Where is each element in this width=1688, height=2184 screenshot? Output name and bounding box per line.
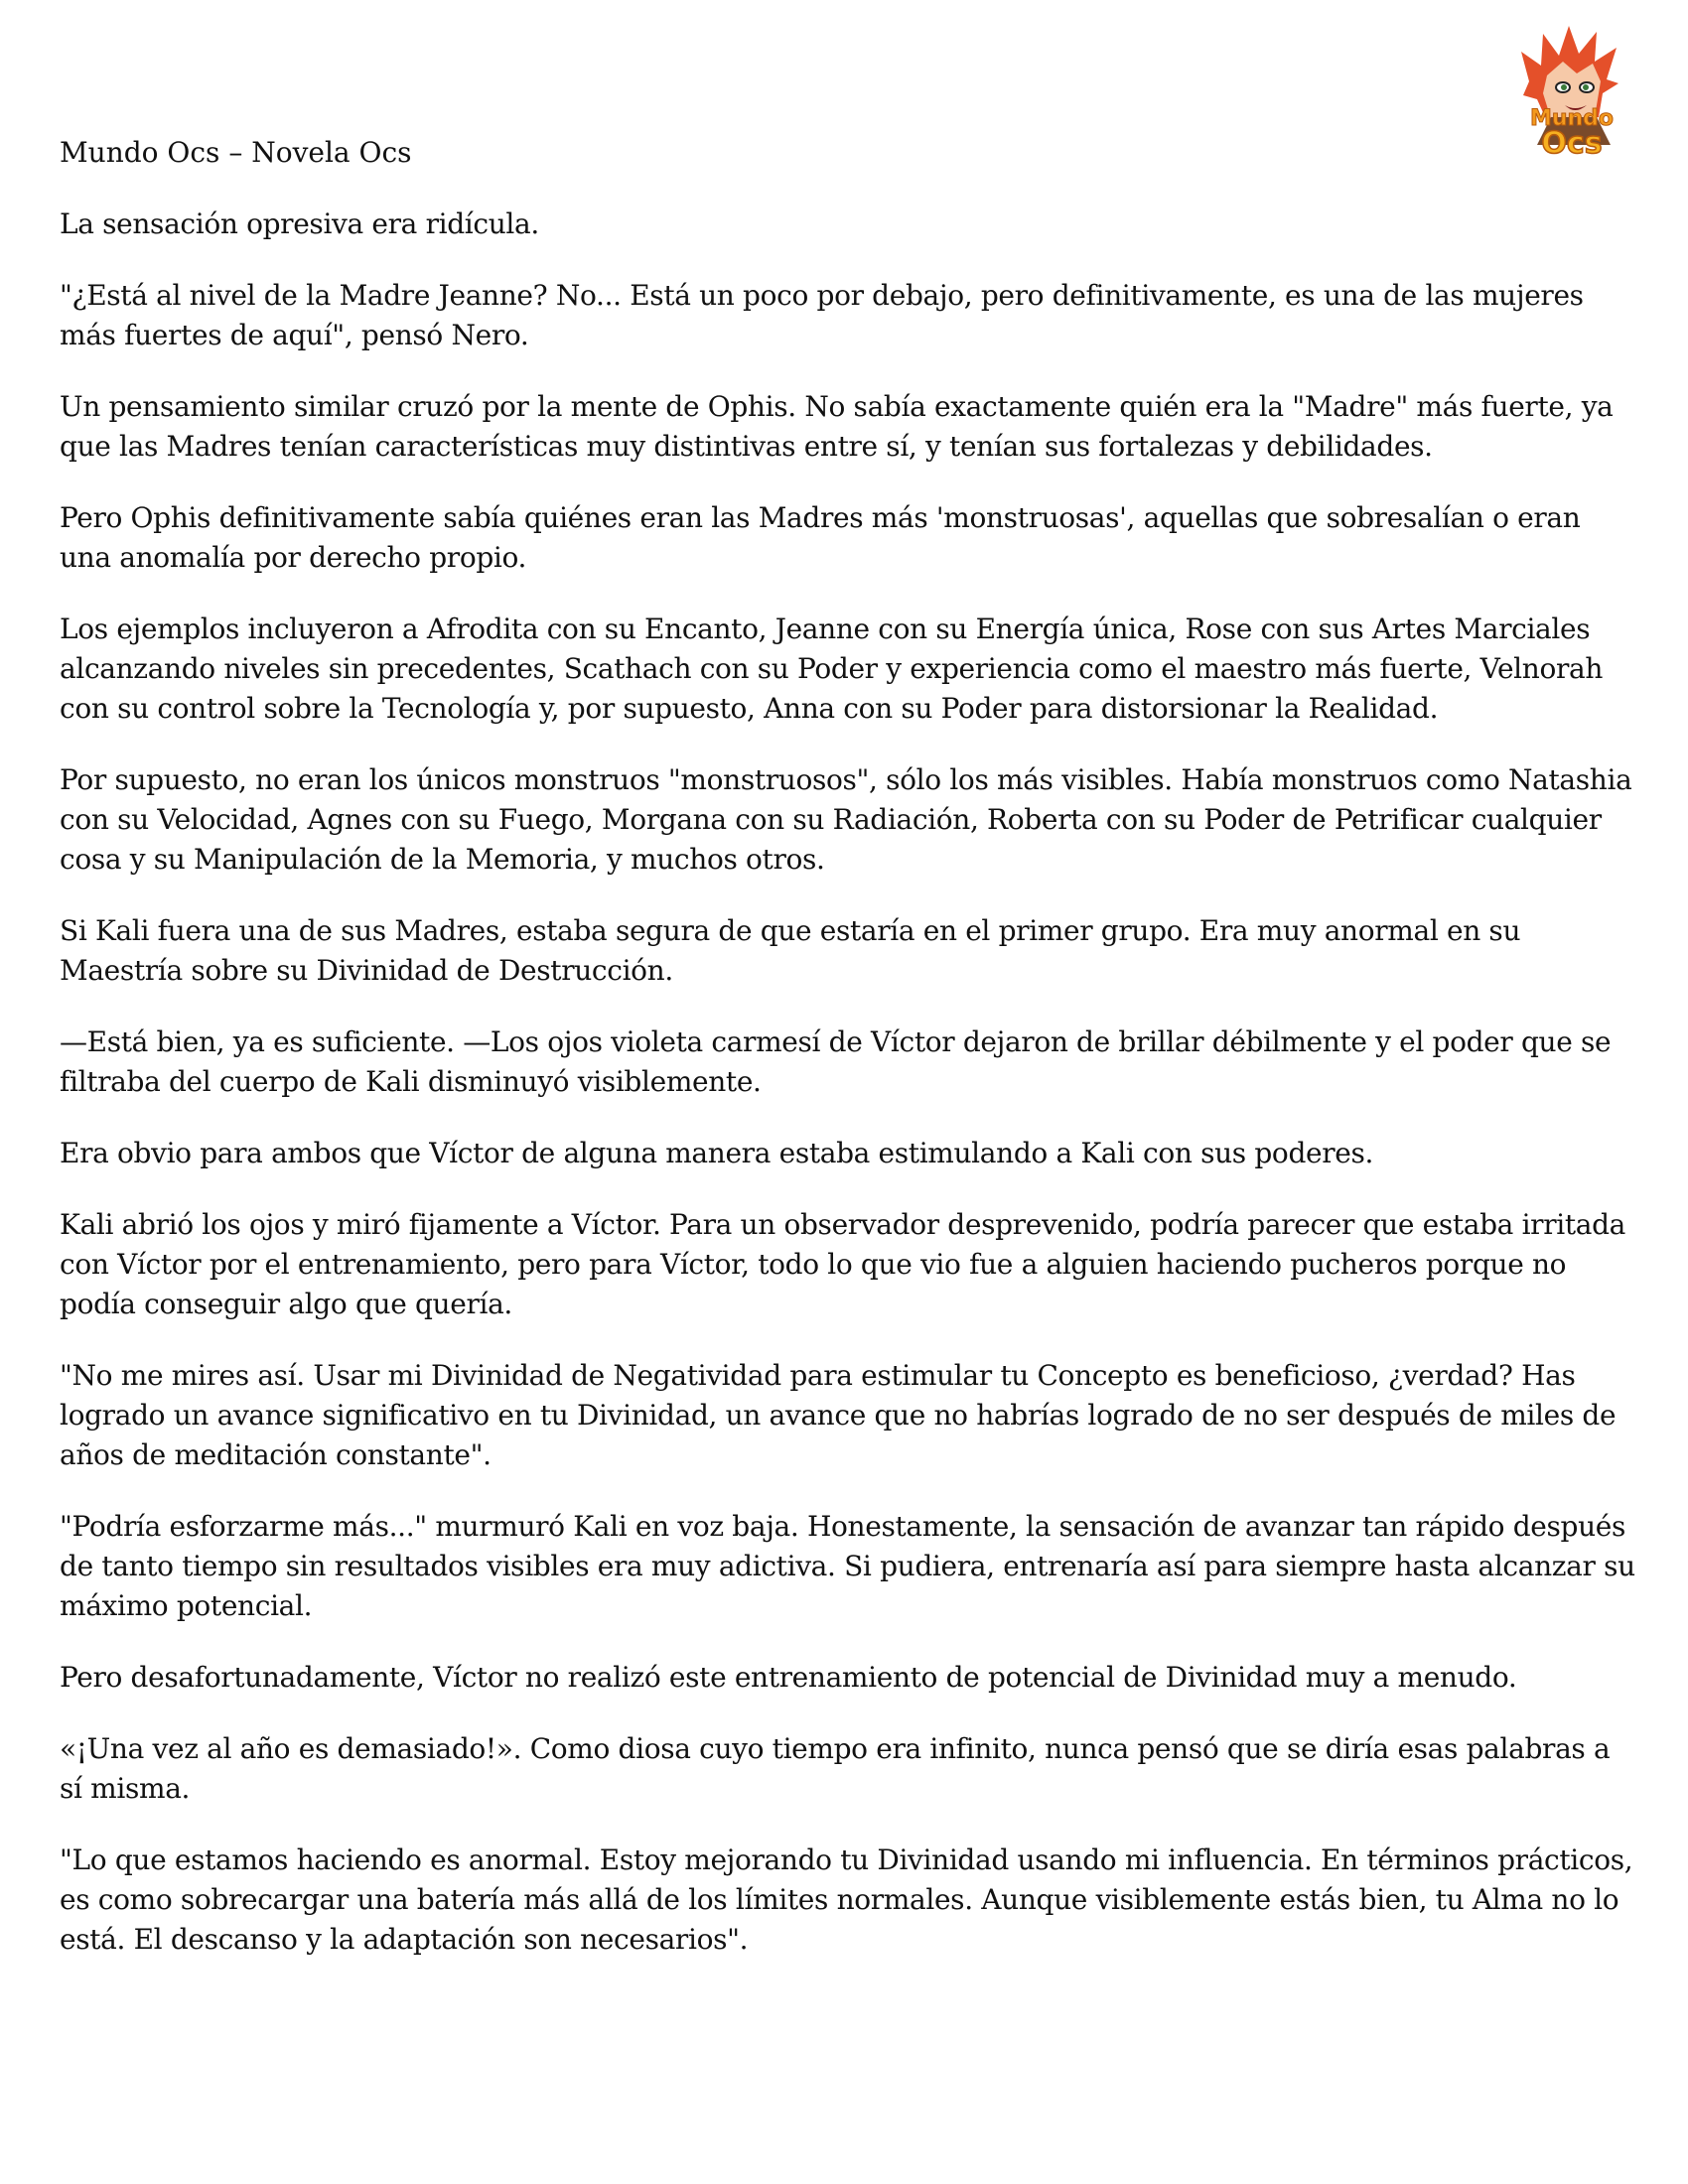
document-header: Mundo Ocs – Novela Ocs: [60, 136, 412, 169]
paragraph: Pero Ophis definitivamente sabía quiénes eran las Madres más 'monstruosas', aquellas que sobresalían o eran una anomalía por derecho propio.: [60, 501, 1581, 574]
paragraph: "Lo que estamos haciendo es anormal. Estoy mejorando tu Divinidad usando mi influencia. En términos prácticos, es como sobrecargar una batería más allá de los límites normales. Aunque visiblemente estás bien, tu Alma no lo está. El descanso y la adaptación son necesarios".: [60, 1843, 1633, 1956]
paragraph: "No me mires así. Usar mi Divinidad de Negatividad para estimular tu Concepto es beneficioso, ¿verdad? Has logrado un avance significativo en tu Divinidad, un avance que no habrías logrado de no ser después de miles de años de meditación constante".: [60, 1359, 1617, 1471]
paragraph: Por supuesto, no eran los únicos monstruos "monstruosos", sólo los más visibles. Había monstruos como Natashia con su Velocidad, Agnes con su Fuego, Morgana con su Radiación, Roberta con su Poder de Petrificar cualquier cosa y su Manipulación de la Memoria, y muchos otros.: [60, 763, 1632, 876]
paragraph: Los ejemplos incluyeron a Afrodita con su Encanto, Jeanne con su Energía única, Rose con sus Artes Marciales alcanzando niveles sin precedentes, Scathach con su Poder y experiencia como el maestro más fuerte, Velnorah con su control sobre la Tecnología y, por supuesto, Anna con su Poder para distorsionar la Realidad.: [60, 613, 1604, 725]
paragraph: Si Kali fuera una de sus Madres, estaba segura de que estaría en el primer grupo. Era muy anormal en su Maestría sobre su Divinidad de Destrucción.: [60, 914, 1521, 987]
paragraph: Kali abrió los ojos y miró fijamente a Víctor. Para un observador desprevenido, podría parecer que estaba irritada con Víctor por el entrenamiento, pero para Víctor, todo lo que vio fue a alguien haciendo pucheros porque no podía conseguir algo que quería.: [60, 1208, 1626, 1320]
paragraph-list: [60, 205, 1638, 1960]
paragraph: «¡Una vez al año es demasiado!». Como diosa cuyo tiempo era infinito, nunca pensó que se diría esas palabras a sí misma.: [60, 1732, 1611, 1805]
svg-text:Ocs: Ocs: [1541, 126, 1603, 161]
document-body: [60, 133, 1638, 1991]
paragraph: Un pensamiento similar cruzó por la mente de Ophis. No sabía exactamente quién era la "Madre" más fuerte, ya que las Madres tenían características muy distintivas entre sí, y tenían sus fortalezas y debilidades.: [60, 390, 1614, 463]
paragraph: —Está bien, ya es suficiente. —Los ojos violeta carmesí de Víctor dejaron de brillar débilmente y el poder que se filtraba del cuerpo de Kali disminuyó visiblemente.: [60, 1025, 1612, 1098]
paragraph: Pero desafortunadamente, Víctor no realizó este entrenamiento de potencial de Divinidad muy a menudo.: [60, 1661, 1517, 1694]
paragraph: "¿Está al nivel de la Madre Jeanne? No... Está un poco por debajo, pero definitivamente, es una de las mujeres más fuertes de aquí", pensó Nero.: [60, 279, 1584, 351]
paragraph: "Podría esforzarme más..." murmuró Kali en voz baja. Honestamente, la sensación de avanzar tan rápido después de tanto tiempo sin resultados visibles era muy adictiva. Si pudiera, entrenaría así para siempre hasta alcanzar su máximo potencial.: [60, 1510, 1635, 1622]
paragraph: Era obvio para ambos que Víctor de alguna manera estaba estimulando a Kali con sus poderes.: [60, 1137, 1374, 1169]
svg-text:Mundo: Mundo: [1529, 106, 1615, 131]
paragraph: La sensación opresiva era ridícula.: [60, 207, 539, 240]
